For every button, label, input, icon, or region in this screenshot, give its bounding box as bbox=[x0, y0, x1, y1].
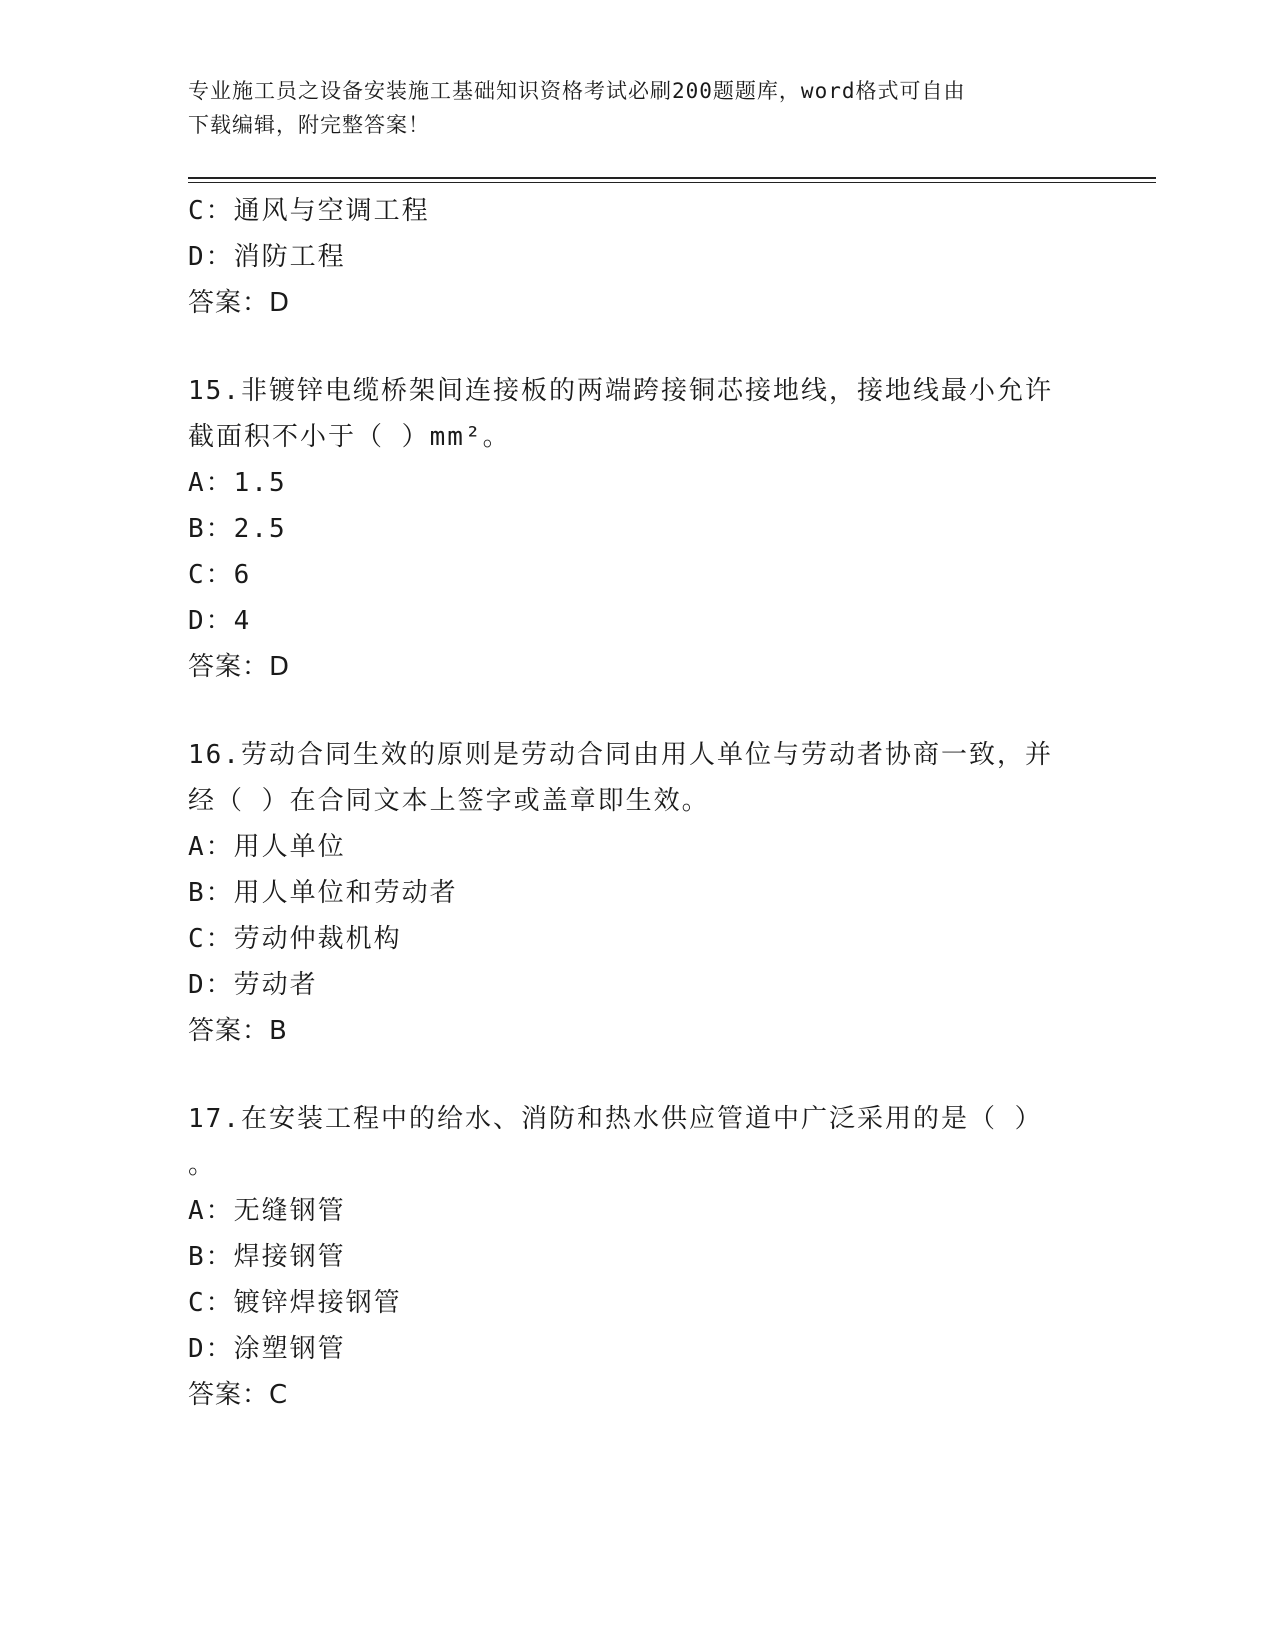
option-c bbox=[188, 1280, 1088, 1326]
option-text: 无缝钢管 bbox=[233, 1196, 346, 1226]
answer-line: 答案：D bbox=[188, 288, 291, 318]
question-stem-line: 17.在安装工程中的给水、消防和热水供应管道中广泛采用的是（ ） bbox=[188, 1104, 1043, 1134]
option-d bbox=[188, 598, 1088, 644]
option-label: B： bbox=[188, 514, 234, 544]
option-label: A： bbox=[188, 1196, 234, 1226]
option-text: 用人单位和劳动者 bbox=[233, 878, 458, 908]
header-title-line-2: 下载编辑，附完整答案！ bbox=[188, 113, 430, 137]
option-text: 消防工程 bbox=[233, 242, 346, 272]
option-text: 6 bbox=[233, 560, 252, 590]
option-text: 劳动者 bbox=[233, 970, 318, 1000]
option-text: 用人单位 bbox=[233, 832, 346, 862]
option-d bbox=[188, 962, 1088, 1008]
option-a bbox=[188, 460, 1088, 506]
question-stem-line: 。 bbox=[188, 1150, 217, 1180]
option-text: 1.5 bbox=[233, 468, 287, 498]
answer-line: 答案：C bbox=[188, 1380, 289, 1410]
header-title-line-1: 专业施工员之设备安装施工基础知识资格考试必刷200题题库，word格式可自由 bbox=[188, 79, 966, 103]
answer-line: 答案：D bbox=[188, 652, 291, 682]
option-label: C： bbox=[188, 924, 234, 954]
option-text: 镀锌焊接钢管 bbox=[233, 1288, 402, 1318]
option-label: B： bbox=[188, 878, 234, 908]
option-b bbox=[188, 1234, 1088, 1280]
option-label: B： bbox=[188, 1242, 234, 1272]
option-text: 通风与空调工程 bbox=[233, 196, 430, 226]
question-stem-line: 经（ ）在合同文本上签字或盖章即生效。 bbox=[188, 786, 710, 816]
option-d bbox=[188, 1326, 1088, 1372]
question-block-15 bbox=[188, 368, 1088, 690]
question-block-16 bbox=[188, 732, 1088, 1054]
question-stem-line: 16.劳动合同生效的原则是劳动合同由用人单位与劳动者协商一致，并 bbox=[188, 740, 1053, 770]
question-content bbox=[188, 188, 1088, 1418]
question-stem-line: 截面积不小于（ ）mm²。 bbox=[188, 422, 511, 452]
option-label: D： bbox=[188, 606, 234, 636]
option-c bbox=[188, 552, 1088, 598]
question-stem-line: 15.非镀锌电缆桥架间连接板的两端跨接铜芯接地线，接地线最小允许 bbox=[188, 376, 1053, 406]
prev-question-block bbox=[188, 188, 1088, 326]
option-c bbox=[188, 188, 1088, 234]
option-text: 劳动仲裁机构 bbox=[233, 924, 402, 954]
option-b bbox=[188, 870, 1088, 916]
header-divider-thin bbox=[188, 182, 1156, 183]
answer-line: 答案：B bbox=[188, 1016, 288, 1046]
option-label: D： bbox=[188, 242, 234, 272]
option-text: 4 bbox=[233, 606, 252, 636]
option-text: 焊接钢管 bbox=[233, 1242, 346, 1272]
option-c bbox=[188, 916, 1088, 962]
question-block-17 bbox=[188, 1096, 1088, 1418]
option-text: 2.5 bbox=[233, 514, 287, 544]
option-a bbox=[188, 824, 1088, 870]
option-label: C： bbox=[188, 196, 234, 226]
option-label: C： bbox=[188, 1288, 234, 1318]
option-label: C： bbox=[188, 560, 234, 590]
header-divider-thick bbox=[188, 177, 1156, 179]
option-label: A： bbox=[188, 468, 234, 498]
option-b bbox=[188, 506, 1088, 552]
option-label: A： bbox=[188, 832, 234, 862]
option-text: 涂塑钢管 bbox=[233, 1334, 346, 1364]
option-a bbox=[188, 1188, 1088, 1234]
option-label: D： bbox=[188, 1334, 234, 1364]
document-header bbox=[188, 74, 1068, 142]
option-d bbox=[188, 234, 1088, 280]
option-label: D： bbox=[188, 970, 234, 1000]
